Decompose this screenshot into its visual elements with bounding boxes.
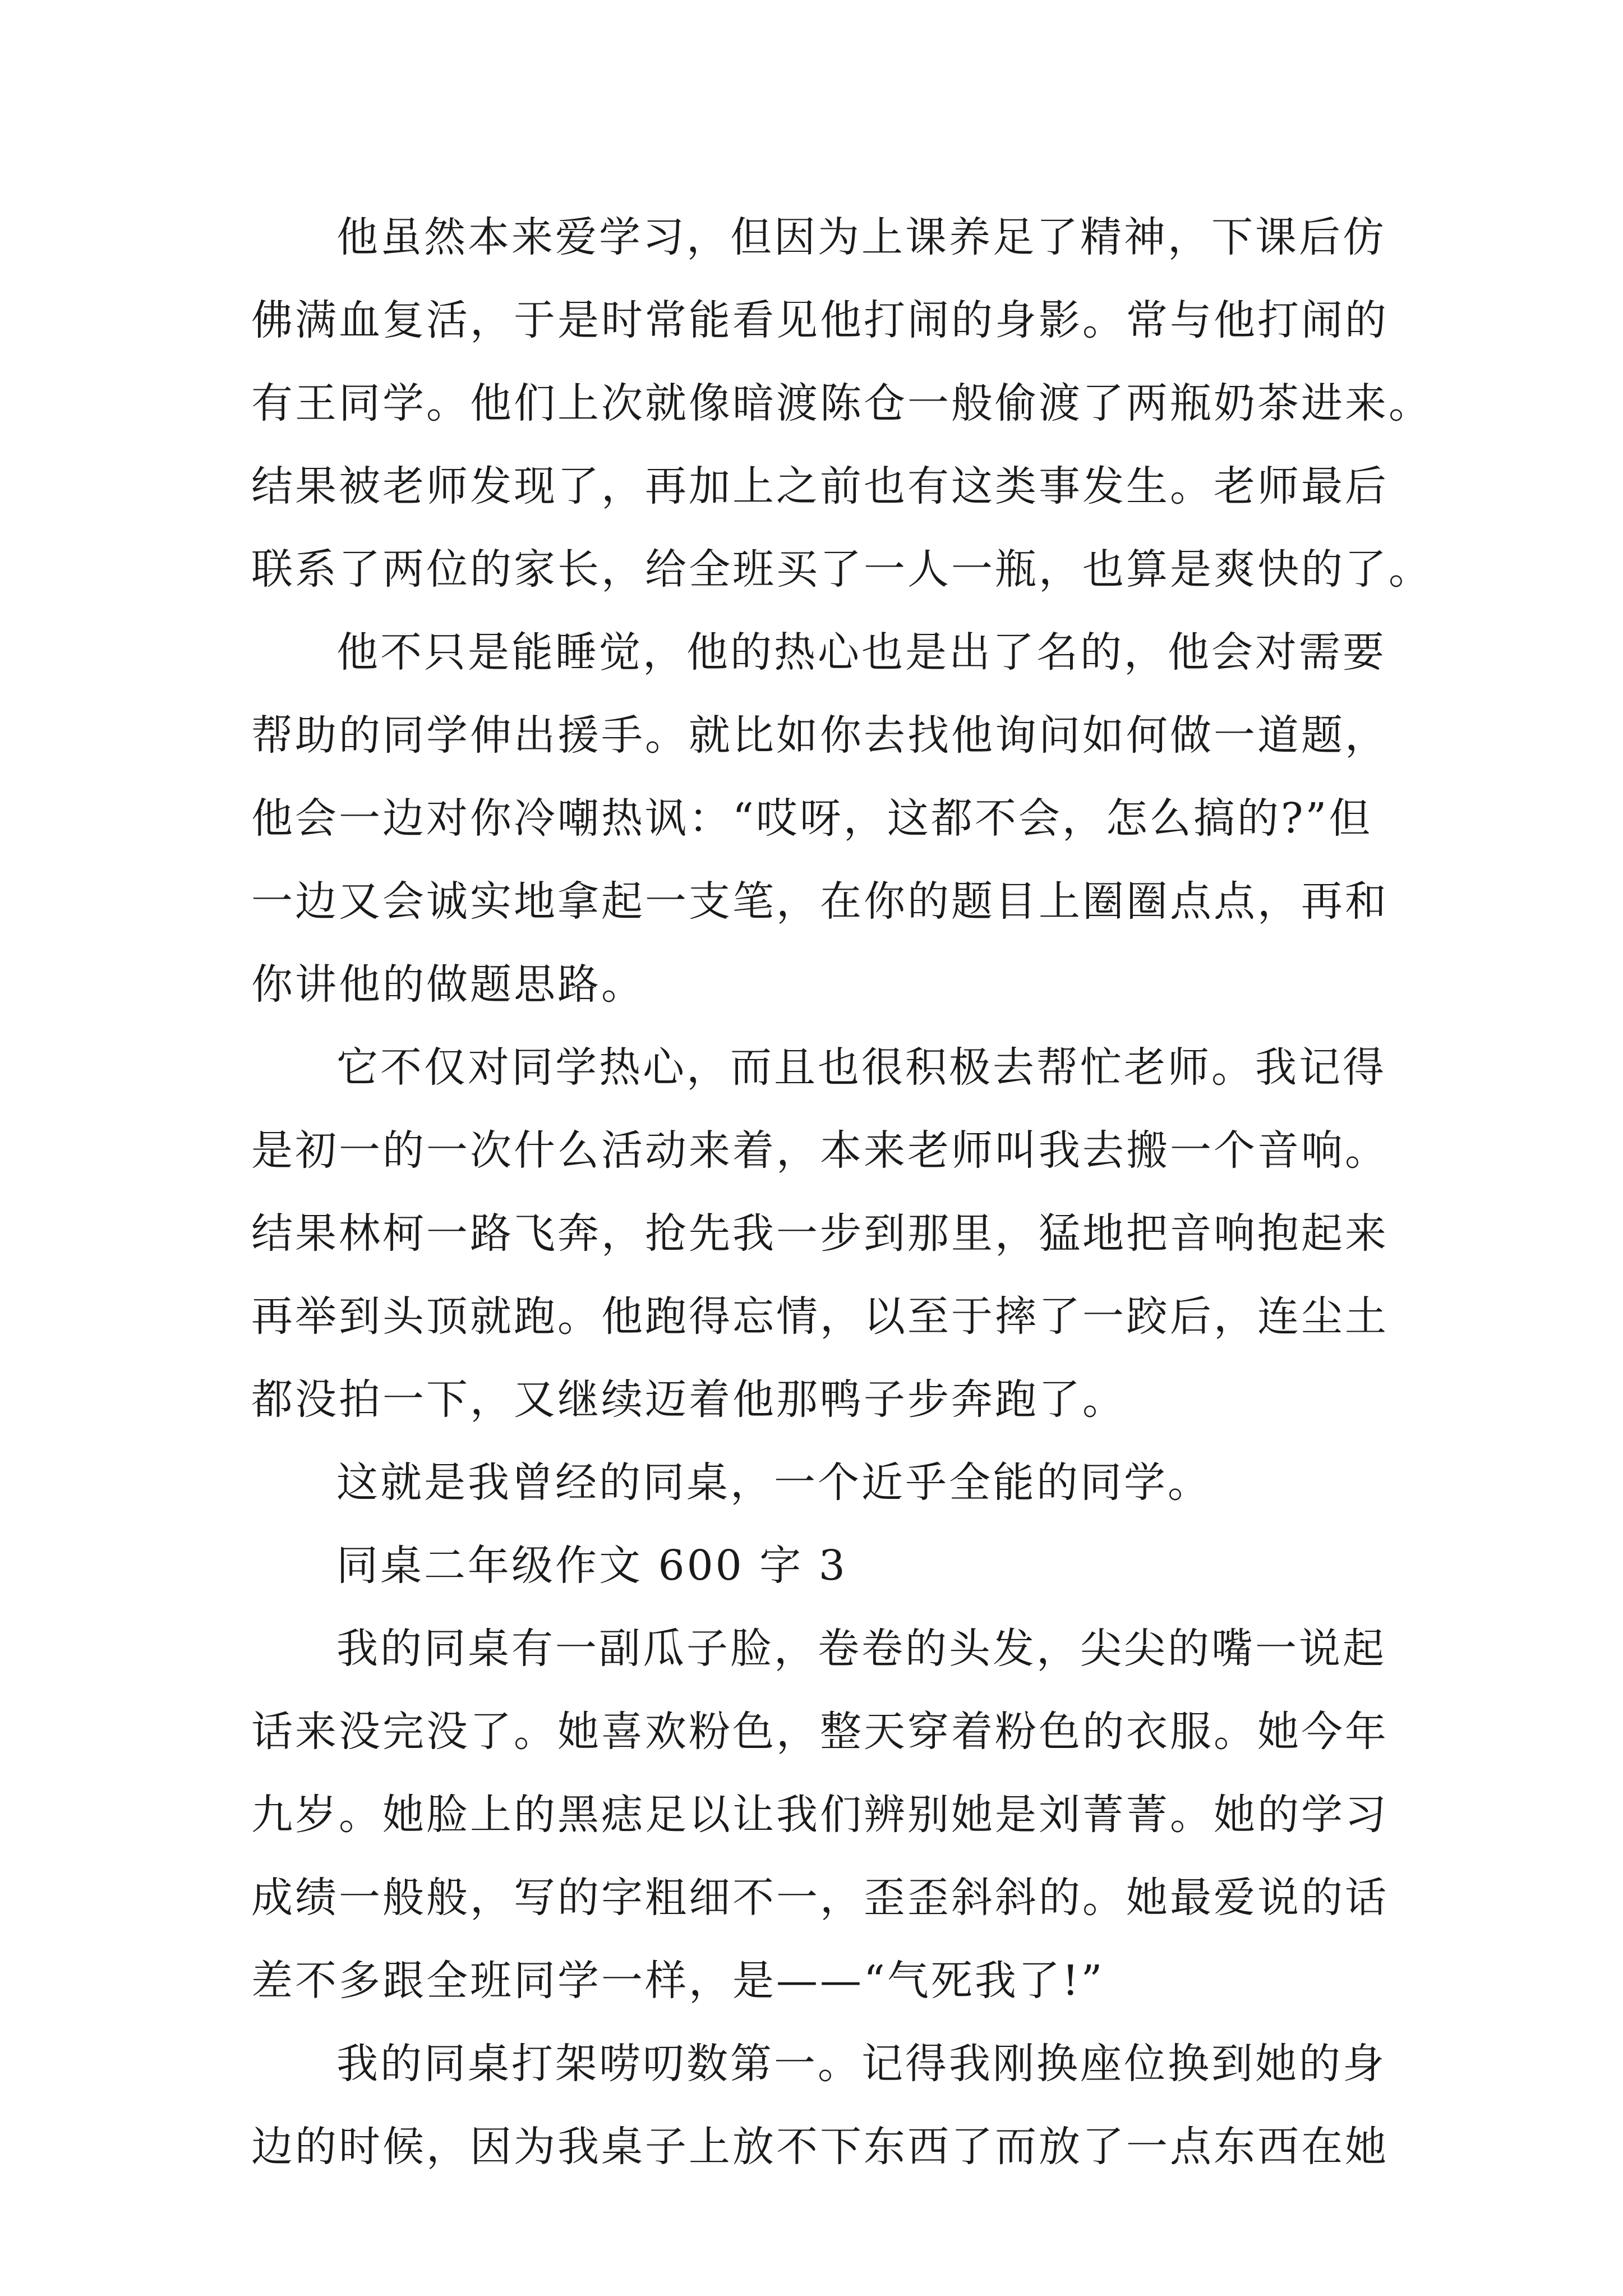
text-line: 这就是我曾经的同桌，一个近乎全能的同学。 bbox=[336, 1458, 1211, 1507]
section-heading: 同桌二年级作文 600 字 3 bbox=[336, 1542, 847, 1590]
text-line: 他虽然本来爱学习，但因为上课养足了精神，下课后仿 bbox=[336, 213, 1386, 261]
text-line: 它不仅对同学热心，而且也很积极去帮忙老师。我记得 bbox=[336, 1043, 1386, 1092]
text-line: 话来没完没了。她喜欢粉色，整天穿着粉色的衣服。她今年 bbox=[251, 1708, 1389, 1756]
text-line: 成绩一般般，写的字粗细不一，歪歪斜斜的。她最爱说的话 bbox=[251, 1874, 1389, 1922]
text-line: 都没拍一下，又继续迈着他那鸭子步奔跑了。 bbox=[251, 1375, 1126, 1424]
text-line: 帮助的同学伸出援手。就比如你去找他询问如何做一道题， bbox=[251, 711, 1389, 760]
text-line: 边的时候，因为我桌子上放不下东西了而放了一点东西在她 bbox=[251, 2123, 1389, 2171]
text-line: 我的同桌打架唠叨数第一。记得我刚换座位换到她的身 bbox=[336, 2040, 1386, 2088]
text-line: 他会一边对你冷嘲热讽：“哎呀，这都不会，怎么搞的?”但 bbox=[251, 794, 1373, 843]
text-line: 我的同桌有一副瓜子脸，卷卷的头发，尖尖的嘴一说起 bbox=[336, 1625, 1386, 1673]
text-line: 结果被老师发现了，再加上之前也有这类事发生。老师最后 bbox=[251, 462, 1389, 510]
text-line: 差不多跟全班同学一样，是——“气死我了!” bbox=[251, 1957, 1105, 2005]
text-line: 九岁。她脸上的黑痣足以让我们辨别她是刘菁菁。她的学习 bbox=[251, 1791, 1389, 1839]
text-line: 一边又会诚实地拿起一支笔，在你的题目上圈圈点点，再和 bbox=[251, 877, 1389, 926]
text-line: 再举到头顶就跑。他跑得忘情，以至于摔了一跤后，连尘土 bbox=[251, 1292, 1389, 1341]
text-line: 你讲他的做题思路。 bbox=[251, 960, 645, 1009]
text-line: 有王同学。他们上次就像暗渡陈仓一般偷渡了两瓶奶茶进来。 bbox=[251, 379, 1432, 427]
text-line: 结果林柯一路飞奔，抢先我一步到那里，猛地把音响抱起来 bbox=[251, 1209, 1389, 1258]
text-line: 佛满血复活，于是时常能看见他打闹的身影。常与他打闹的 bbox=[251, 296, 1389, 344]
text-line: 联系了两位的家长，给全班买了一人一瓶，也算是爽快的了。 bbox=[251, 545, 1432, 593]
text-line: 他不只是能睡觉，他的热心也是出了名的，他会对需要 bbox=[336, 628, 1386, 677]
text-line: 是初一的一次什么活动来着，本来老师叫我去搬一个音响。 bbox=[251, 1126, 1389, 1175]
